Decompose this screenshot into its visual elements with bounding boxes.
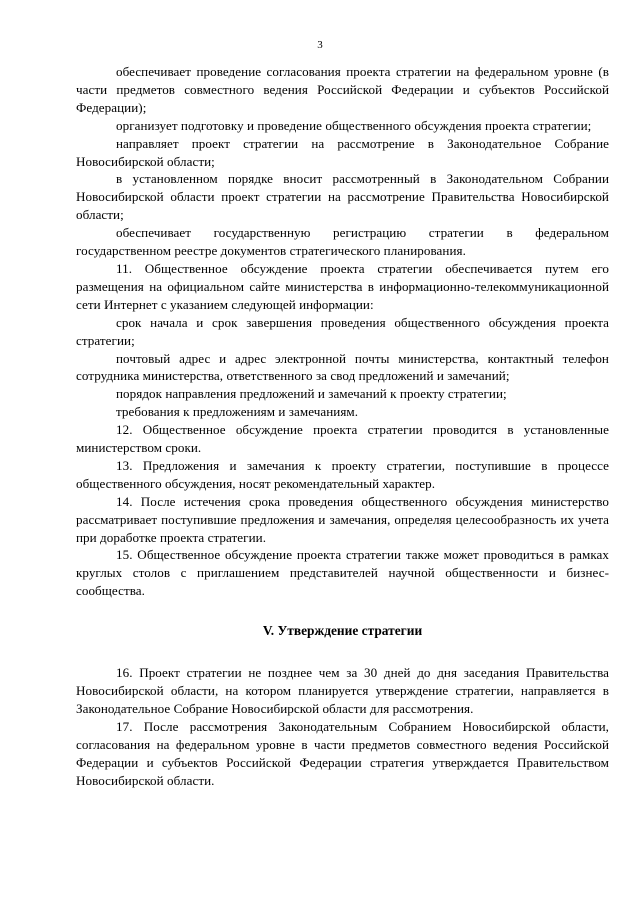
paragraph-item-14: 14. После истечения срока проведения общественного обсуждения министерство рассматривает поступившие предложения и замечания, определяя целесообразность их учета при доработке проекта стратегии.	[76, 493, 609, 545]
paragraph: обеспечивает государственную регистрацию стратегии в федеральном государственном реестре документов стратегического планирования.	[76, 225, 609, 259]
paragraph-item-17: 17. После рассмотрения Законодательным Собранием Новосибирской области, согласования на федеральном уровне в части предметов совместного ведения Российской Федерации и субъектов Российской Федерации стратегия утверждается Правительством Новосибирской области.	[76, 718, 609, 788]
paragraph: организует подготовку и проведение общественного обсуждения проекта стратегии;	[116, 117, 592, 133]
section-heading: V. Утверждение стратегии	[262, 623, 423, 639]
page-number: 3	[317, 39, 323, 51]
paragraph: требования к предложениям и замечаниям.	[116, 404, 359, 420]
paragraph: порядок направления предложений и замечаний к проекту стратегии;	[116, 386, 507, 402]
paragraph: обеспечивает проведение согласования проекта стратегии на федеральном уровне (в части предметов совместного ведения Российской Федерации и субъектов Российской Федерации);	[76, 64, 609, 115]
paragraph: в установленном порядке вносит рассмотренный в Законодательном Собрании Новосибирской области проект стратегии на рассмотрение Правительства Новосибирской области;	[76, 171, 609, 223]
paragraph-item-15: 15. Общественное обсуждение проекта стратегии также может проводиться в рамках круглых столов с приглашением представителей научной общественности и бизнес-сообщества.	[76, 547, 609, 599]
paragraph-item-12: 12. Общественное обсуждение проекта стратегии проводится в установленные министерством сроки.	[76, 422, 609, 456]
paragraph: направляет проект стратегии на рассмотрение в Законодательное Собрание Новосибирской области;	[76, 135, 609, 169]
paragraph-item-11: 11. Общественное обсуждение проекта стратегии обеспечивается путем его размещения на официальном сайте министерства в информационно-телекоммуникационной сети Интернет с указанием следующей информации:	[76, 260, 609, 312]
paragraph-item-13: 13. Предложения и замечания к проекту стратегии, поступившие в процессе общественного обсуждения, носят рекомендательный характер.	[76, 457, 609, 491]
paragraph: срок начала и срок завершения проведения общественного обсуждения проекта стратегии;	[76, 314, 609, 348]
paragraph: почтовый адрес и адрес электронной почты министерства, контактный телефон сотрудника министерства, ответственного за свод предложений и замечаний;	[76, 350, 609, 384]
paragraph-item-16: 16. Проект стратегии не позднее чем за 30 дней до дня заседания Правительства Новосибирской области, на котором планируется утверждение стратегии, направляется в Законодательное Собрание Новосибирской области для рассмотрения.	[76, 665, 609, 716]
document-body	[76, 63, 609, 790]
